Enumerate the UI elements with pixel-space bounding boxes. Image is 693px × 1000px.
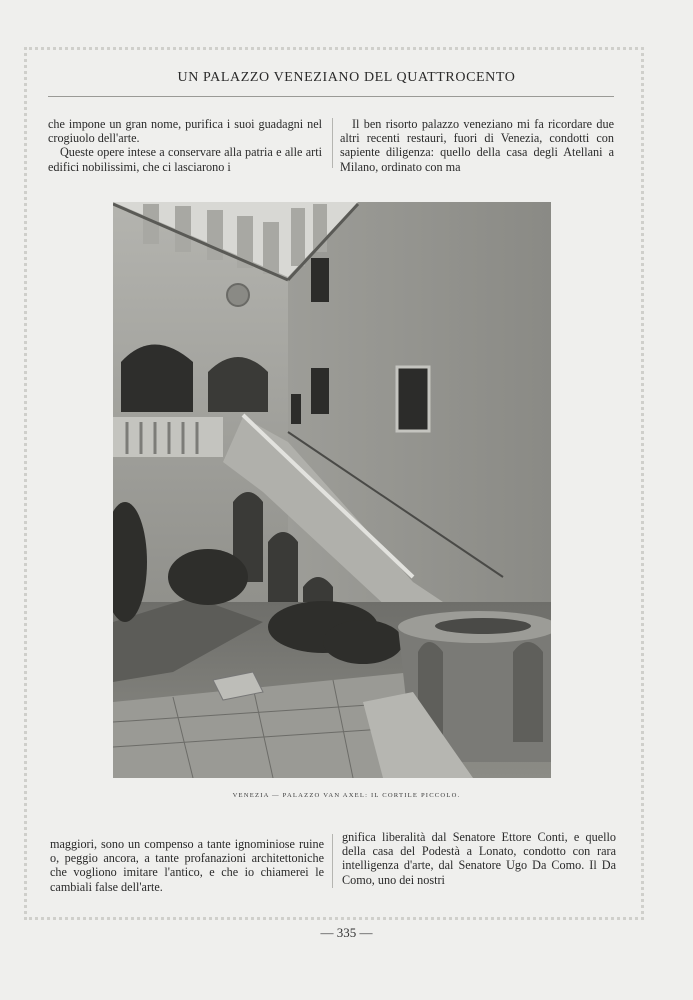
header-rule — [48, 96, 614, 97]
text-column-bottom-left — [50, 837, 324, 894]
text-column-bottom-right — [342, 830, 616, 887]
column-divider — [332, 834, 333, 888]
page-number: — 335 — — [320, 925, 373, 940]
text-column-top-right — [340, 117, 614, 174]
photo-illustration — [113, 202, 551, 778]
paragraph: Il ben risorto palazzo veneziano mi fa ricordare due altri recenti restauri, fuori di Venezia, condotti con sapiente diligenza: quello della casa degli Atellani a Milano, ordinato con ma — [340, 117, 614, 174]
paragraph-continuation: maggiori, sono un compenso a tante ignominiose ruine o, peggio ancora, a tante profanazioni architettoniche che vogliono imitare l'antico, e che io chiamerei le cambiali false dell'arte. — [50, 837, 324, 894]
courtyard-photograph — [113, 202, 551, 778]
paragraph: Queste opere intese a conservare alla patria e alle arti edifici nobilissimi, che ci lasciarono i — [48, 145, 322, 174]
running-header: UN PALAZZO VENEZIANO DEL QUATTROCENTO — [177, 70, 516, 85]
text-column-top-left — [48, 117, 322, 174]
paragraph-continuation: gnifica liberalità dal Senatore Ettore Conti, e quello della casa del Podestà a Lonato, condotto con rara intelligenza d'arte, dal Senatore Ugo Da Como. Il Da Como, uno dei nostri — [342, 830, 616, 887]
paragraph-continuation: che impone un gran nome, purifica i suoi guadagni nel crogiuolo dell'arte. — [48, 117, 322, 146]
figure-caption: VENEZIA — PALAZZO VAN AXEL: IL CORTILE PICCOLO. — [232, 792, 461, 799]
column-divider — [332, 118, 333, 168]
